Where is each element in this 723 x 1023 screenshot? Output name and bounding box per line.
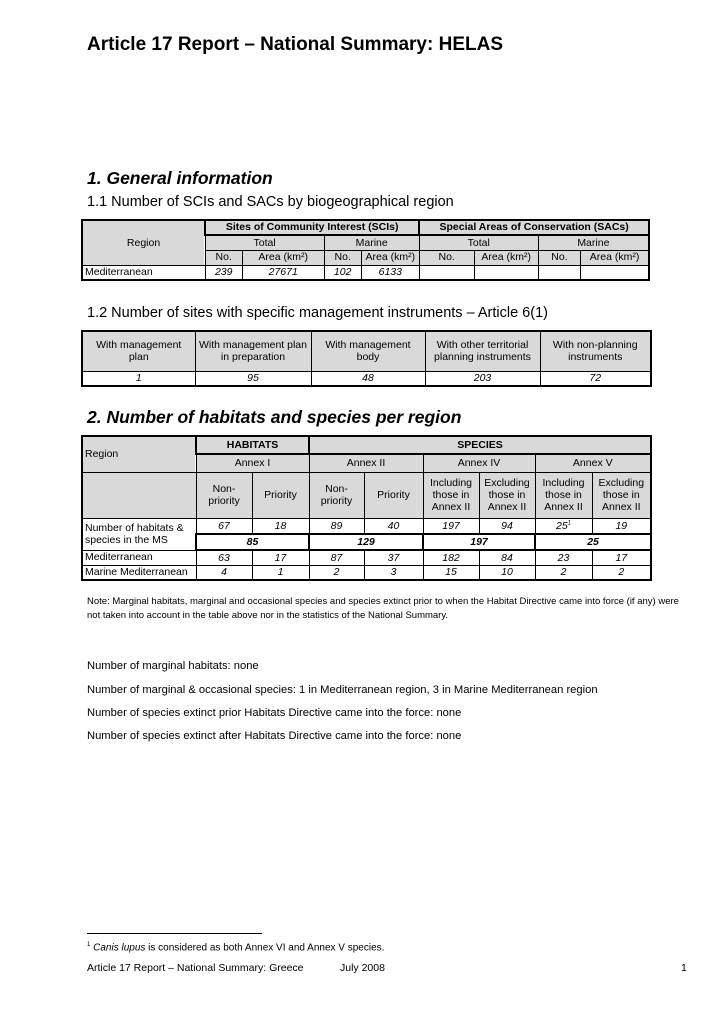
cell: 40 (364, 518, 423, 534)
page-title: Article 17 Report – National Summary: HELAS (87, 34, 503, 55)
footnote-marker: 1 (87, 942, 91, 948)
col-no: No. (419, 250, 474, 265)
cell: 4 (196, 565, 252, 580)
table-row (82, 265, 649, 280)
footnote-species: Canis lupus (93, 942, 146, 954)
non-priority-header: Non-priority (196, 472, 252, 518)
cell: 89 (309, 518, 364, 534)
habitats-header: HABITATS (196, 436, 309, 454)
annex-1-header: Annex I (196, 454, 309, 472)
cell: 15 (423, 565, 479, 580)
blank-header-cell (82, 472, 196, 518)
ms-label: Number of habitats & species in the MS (82, 518, 196, 550)
page-number: 1 (681, 962, 687, 974)
sci-sac-table (81, 219, 650, 281)
section-1-heading: 1. General information (87, 168, 273, 188)
cell: 27671 (242, 265, 324, 280)
col-no: No. (205, 250, 242, 265)
cell: 1 (252, 565, 309, 580)
cell: 10 (479, 565, 535, 580)
cell: 102 (324, 265, 361, 280)
table-row (82, 518, 651, 534)
header-management-body: With management body (311, 331, 425, 371)
section-1-1-heading: 1.1 Number of SCIs and SACs by biogeographical region (87, 194, 454, 210)
col-area: Area (km²) (361, 250, 419, 265)
sac-total-header: Total (419, 235, 538, 250)
cell: 37 (364, 550, 423, 565)
col-area: Area (km²) (581, 250, 649, 265)
cell: 18 (252, 518, 309, 534)
sci-total-header: Total (205, 235, 324, 250)
cell: 2 (309, 565, 364, 580)
cell: 197 (423, 518, 479, 534)
annex-4-header: Annex IV (423, 454, 535, 472)
sci-marine-header: Marine (324, 235, 419, 250)
total-annex4: 197 (423, 534, 535, 550)
cell: 23 (535, 550, 592, 565)
species-header: SPECIES (309, 436, 651, 454)
cell: 203 (425, 371, 540, 386)
footnote (87, 942, 384, 953)
footnote-divider (87, 933, 262, 934)
footnote-marker: 1 (567, 520, 572, 527)
priority-header: Priority (252, 472, 309, 518)
paragraph-marginal-species: Number of marginal & occasional species: 1 in Mediterranean region, 3 in Marine Mediterranean region (87, 684, 598, 696)
section-2-heading: 2. Number of habitats and species per region (87, 407, 462, 427)
sac-marine-header: Marine (538, 235, 649, 250)
cell: 72 (540, 371, 651, 386)
row-region: Mediterranean (82, 550, 196, 565)
paragraph-extinct-prior: Number of species extinct prior Habitats Directive came into the force: none (87, 707, 462, 719)
cell: 17 (252, 550, 309, 565)
habitats-species-table (81, 435, 652, 581)
table-row (82, 550, 651, 565)
annex-2-header: Annex II (309, 454, 423, 472)
cell: 95 (195, 371, 311, 386)
management-instruments-table (81, 330, 652, 387)
header-with-management-plan: With management plan (82, 331, 195, 371)
footnote-text: is considered as both Annex VI and Annex V species. (145, 942, 385, 954)
section-1-2-heading: 1.2 Number of sites with specific management instruments – Article 6(1) (87, 305, 548, 321)
footer-date: July 2008 (340, 962, 385, 974)
cell: 182 (423, 550, 479, 565)
priority-header: Priority (364, 472, 423, 518)
paragraph-marginal-habitats: Number of marginal habitats: none (87, 660, 259, 672)
cell (419, 265, 474, 280)
region-header: Region (82, 220, 205, 265)
row-region: Mediterranean (82, 265, 205, 280)
cell: 1 (82, 371, 195, 386)
excluding-annex2-header: Excluding those in Annex II (479, 472, 535, 518)
cell (535, 518, 592, 534)
cell: 17 (592, 550, 651, 565)
cell: 6133 (361, 265, 419, 280)
cell: 2 (535, 565, 592, 580)
cell: 67 (196, 518, 252, 534)
cell (474, 265, 538, 280)
total-annex2: 129 (309, 534, 423, 550)
cell: 239 (205, 265, 242, 280)
header-territorial-planning: With other territorial planning instruments (425, 331, 540, 371)
cell: 2 (592, 565, 651, 580)
row-region: Marine Mediterranean (82, 565, 196, 580)
cell: 87 (309, 550, 364, 565)
cell: 63 (196, 550, 252, 565)
cell: 48 (311, 371, 425, 386)
annex-5-header: Annex V (535, 454, 651, 472)
excluding-annex2-header: Excluding those in Annex II (592, 472, 651, 518)
cell-value: 25 (555, 519, 568, 532)
cell (581, 265, 649, 280)
header-plan-in-preparation: With management plan in preparation (195, 331, 311, 371)
cell: 19 (592, 518, 651, 534)
cell: 84 (479, 550, 535, 565)
footer-title: Article 17 Report – National Summary: Greece (87, 962, 304, 974)
including-annex2-header: Including those in Annex II (535, 472, 592, 518)
col-area: Area (km²) (474, 250, 538, 265)
header-non-planning: With non-planning instruments (540, 331, 651, 371)
table-row (82, 371, 651, 386)
total-habitats: 85 (196, 534, 309, 550)
sci-header: Sites of Community Interest (SCIs) (205, 220, 419, 235)
region-header: Region (82, 436, 196, 472)
col-no: No. (538, 250, 580, 265)
sac-header: Special Areas of Conservation (SACs) (419, 220, 649, 235)
paragraph-extinct-after: Number of species extinct after Habitats Directive came into the force: none (87, 730, 462, 742)
table-row (82, 565, 651, 580)
total-annex5: 25 (535, 534, 651, 550)
non-priority-header: Non-priority (309, 472, 364, 518)
cell (538, 265, 580, 280)
cell: 3 (364, 565, 423, 580)
table-note: Note: Marginal habitats, marginal and occasional species and species extinct prior to when the Habitat Directive came into force (if any) were not taken into account in the table above nor in the statistics of the National Summary. (87, 596, 679, 621)
col-no: No. (324, 250, 361, 265)
cell: 94 (479, 518, 535, 534)
including-annex2-header: Including those in Annex II (423, 472, 479, 518)
col-area: Area (km²) (242, 250, 324, 265)
